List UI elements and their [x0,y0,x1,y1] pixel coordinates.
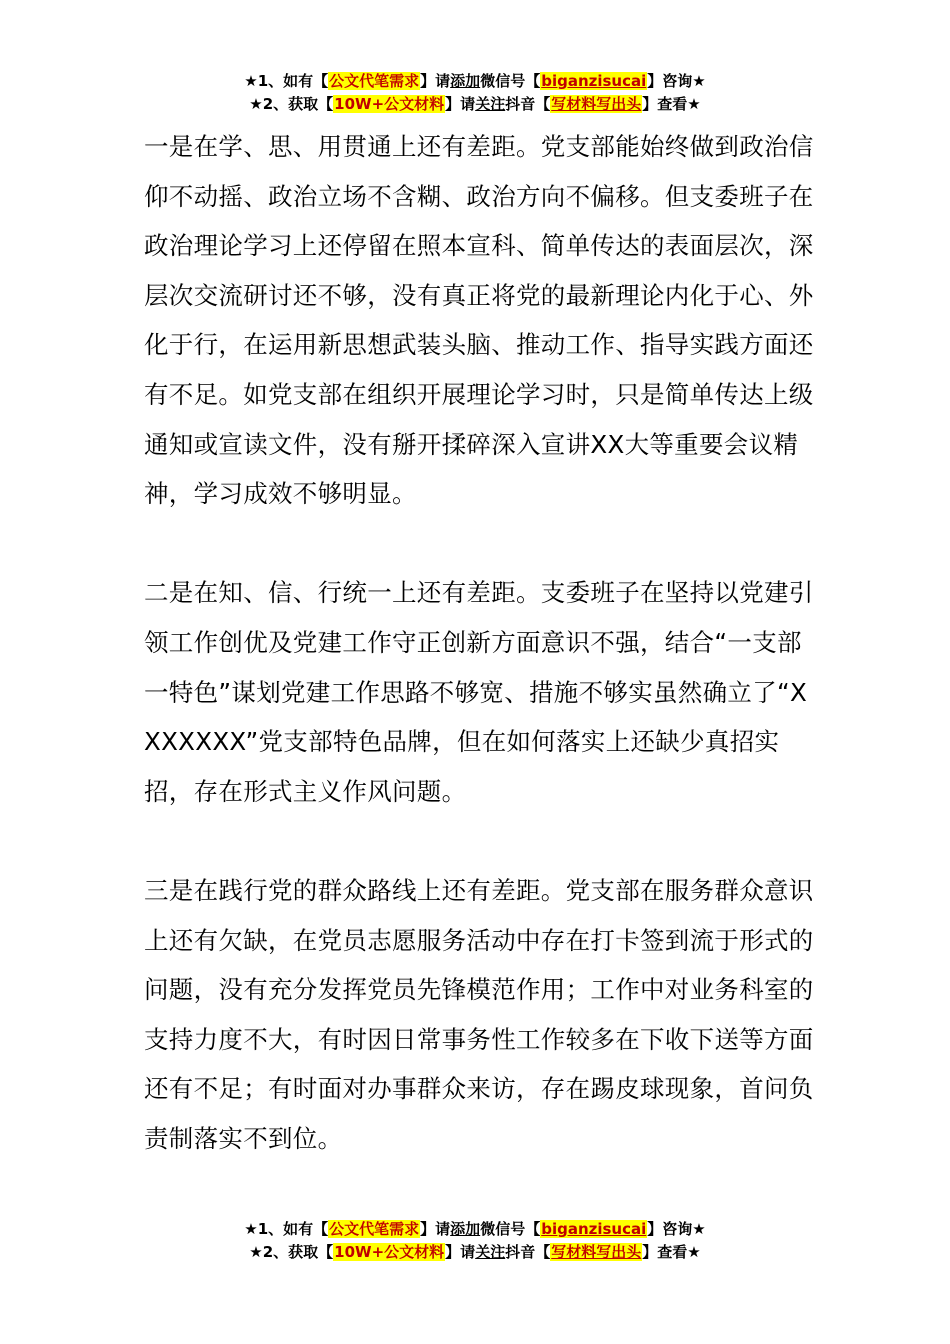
footer-banner [0,1218,950,1264]
banner-line-materials: ★2、获取【10W+公文材料】请关注抖音【写材料写出头】查看★ [249,1243,701,1261]
star-icon: ★ [249,1243,263,1261]
wechat-id-link[interactable]: biganzisucai [541,1220,647,1238]
douyin-id-link[interactable]: 写材料写出头 [551,95,642,113]
ghostwriting-highlight: 公文代笔需求 [329,72,420,90]
star-icon: ★ [692,1220,706,1238]
star-icon: ★ [244,72,258,90]
paragraph-knowledge-action: 二是在知、信、行统一上还有差距。支委班子在坚持以党建引领工作创优及党建工作守正创新方面意识不强，结合“一支部一特色”谋划党建工作思路不够宽、措施不够实虽然确立了“XXXXXXX”党支部特色品牌，但在如何落实上还缺少真招实招，存在形式主义作风问题。 [144,578,814,806]
banner-line-ghostwriting: ★1、如有【公文代笔需求】请添加微信号【biganzisucai】咨询★ [244,72,706,90]
wechat-id-link[interactable]: biganzisucai [541,72,647,90]
star-icon: ★ [687,95,701,113]
ghostwriting-highlight: 公文代笔需求 [329,1220,420,1238]
document-body [144,122,814,1163]
star-icon: ★ [249,95,263,113]
star-icon: ★ [687,1243,701,1261]
star-icon: ★ [692,72,706,90]
paragraph-mass-line: 三是在践行党的群众路线上还有差距。党支部在服务群众意识上还有欠缺，在党员志愿服务活动中存在打卡签到流于形式的问题，没有充分发挥党员先锋模范作用；工作中对业务科室的支持力度不大，有时因日常事务性工作较多在下收下送等方面还有不足；有时面对办事群众来访，存在踢皮球现象，首问负责制落实不到位。 [144,875,814,1153]
paragraph-study-thinking: 一是在学、思、用贯通上还有差距。党支部能始终做到政治信仰不动摇、政治立场不含糊、政治方向不偏移。但支委班子在政治理论学习上还停留在照本宣科、简单传达的表面层次，深层次交流研讨还不够，没有真正将党的最新理论内化于心、外化于行，在运用新思想武装头脑、推动工作、指导实践方面还有不足。如党支部在组织开展理论学习时，只是简单传达上级通知或宣读文件，没有掰开揉碎深入宣讲XX大等重要会议精神，学习成效不够明显。 [144,132,814,509]
banner-line-materials: ★2、获取【10W+公文材料】请关注抖音【写材料写出头】查看★ [249,95,701,113]
materials-highlight: 10W+公文材料 [334,1243,445,1261]
star-icon: ★ [244,1220,258,1238]
douyin-id-link[interactable]: 写材料写出头 [551,1243,642,1261]
header-banner [0,70,950,116]
banner-line-ghostwriting: ★1、如有【公文代笔需求】请添加微信号【biganzisucai】咨询★ [244,1220,706,1238]
materials-highlight: 10W+公文材料 [334,95,445,113]
